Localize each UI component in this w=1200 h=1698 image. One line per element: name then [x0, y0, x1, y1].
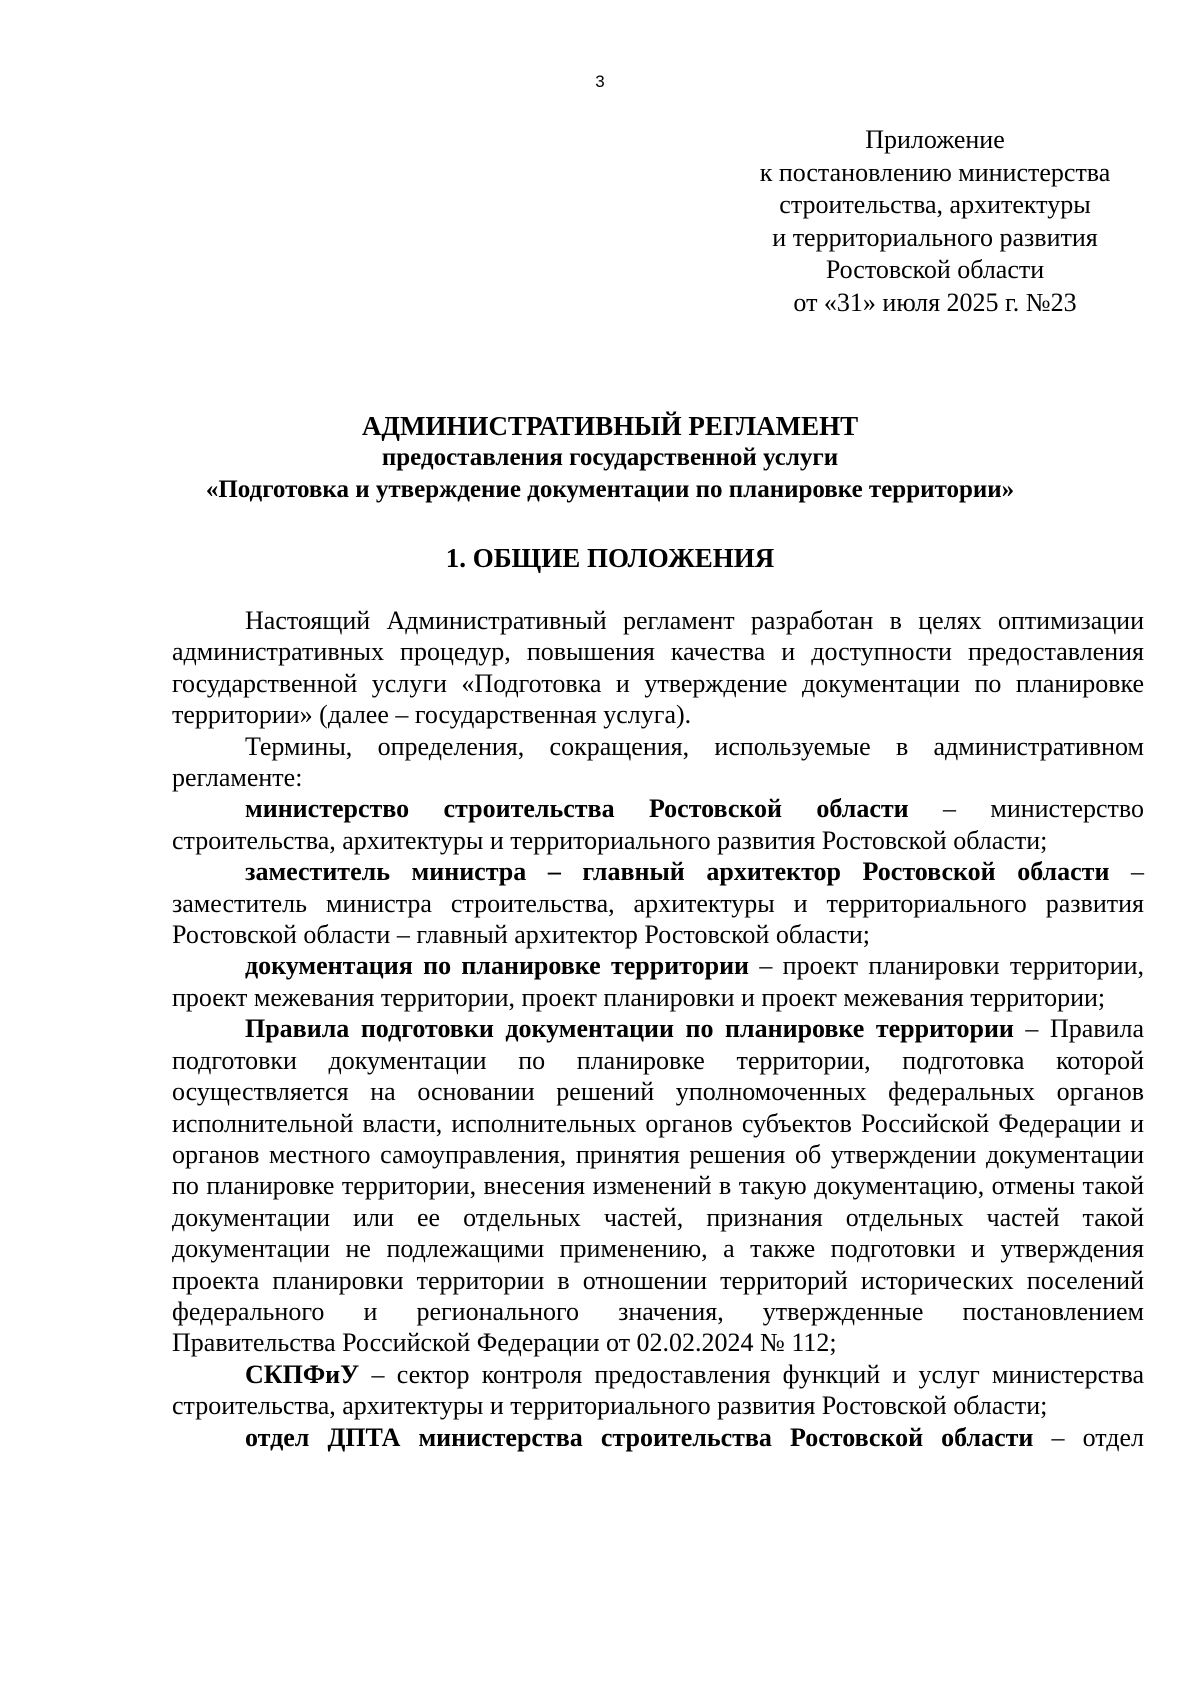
- term-dpta-department: [172, 1422, 1144, 1453]
- term-definition: – сектор контроля предоставления функций и услуг министерства строительства, архитектуры и территориального развития Ростовской области;: [172, 1359, 1144, 1421]
- term-definition: – Правила подготовки документации по планировке территории, подготовка которой осуществляется на основании решений уполномоченных федеральных органов исполнительной власти, исполнительных органов субъектов Российской Федерации и органов местного самоуправления, принятия решения об утверждении документации по планировке территории, внесения изменений в такую документацию, отмены такой документации или ее отдельных частей, признания отдельных частей такой документации не подлежащими применению, а также подготовки и утверждения проекта планировки территории в отношении территорий исторических поселений федерального и регионального значения, утвержденные постановлением Правительства Российской Федерации от 02.02.2024 № 112;: [172, 1014, 1144, 1358]
- term-definition: – отдел: [1033, 1422, 1144, 1452]
- term-deputy-minister: [172, 856, 1144, 950]
- term-title: документация по планировке территории: [245, 951, 750, 981]
- appendix-line: к постановлению министерства: [759, 157, 1111, 187]
- appendix-date-line: от «31» июля 2025 г. №23: [793, 287, 1077, 317]
- term-planning-documentation: [172, 950, 1144, 1013]
- service-name: «Подготовка и утверждение документации по планировке территории»: [205, 476, 1015, 503]
- appendix-line: строительства, архитектуры: [779, 190, 1091, 219]
- term-ministry: [172, 793, 1144, 856]
- term-title: заместитель министра – главный архитектор Ростовской области: [245, 857, 1110, 887]
- term-definition: – заместитель министра строительства, архитектуры и территориального развития Ростовской области – главный архитектор Ростовской области;: [172, 857, 1145, 950]
- document-subtitle: предоставления государственной услуги: [381, 444, 839, 471]
- appendix-line: и территориального развития: [772, 222, 1098, 252]
- document-body: [172, 605, 1144, 1453]
- term-preparation-rules: [172, 1013, 1144, 1358]
- term-definition: – министерство строительства, архитектуры и территориального развития Ростовской области;: [172, 794, 1145, 855]
- term-title: министерство строительства Ростовской области: [245, 794, 909, 824]
- appendix-line: Приложение: [865, 125, 1005, 154]
- document-title: АДМИНИСТРАТИВНЫЙ РЕГЛАМЕНТ: [361, 411, 859, 441]
- term-definition: – проект планировки территории, проект межевания территории, проект планировки и проект межевания территории;: [172, 951, 1144, 1012]
- term-skpfiu: [172, 1359, 1144, 1422]
- page-number: 3: [595, 72, 605, 91]
- term-title: СКПФиУ: [245, 1359, 360, 1389]
- appendix-block: [700, 124, 1170, 319]
- term-title: Правила подготовки документации по планировке территории: [245, 1014, 1014, 1044]
- section-title: 1. ОБЩИЕ ПОЛОЖЕНИЯ: [445, 543, 775, 573]
- paragraph-intro: Настоящий Административный регламент разработан в целях оптимизации административных процедур, повышения качества и доступности предоставления государственной услуги «Подготовка и утверждение документации по планировке территории» (далее – государственная услуга).: [172, 606, 1144, 730]
- paragraph-terms-intro: Термины, определения, сокращения, используемые в административном регламенте:: [172, 731, 1144, 793]
- appendix-line: Ростовской области: [825, 255, 1045, 284]
- term-title: отдел ДПТА министерства строительства Ростовской области: [245, 1422, 1034, 1452]
- document-heading: [160, 410, 1060, 506]
